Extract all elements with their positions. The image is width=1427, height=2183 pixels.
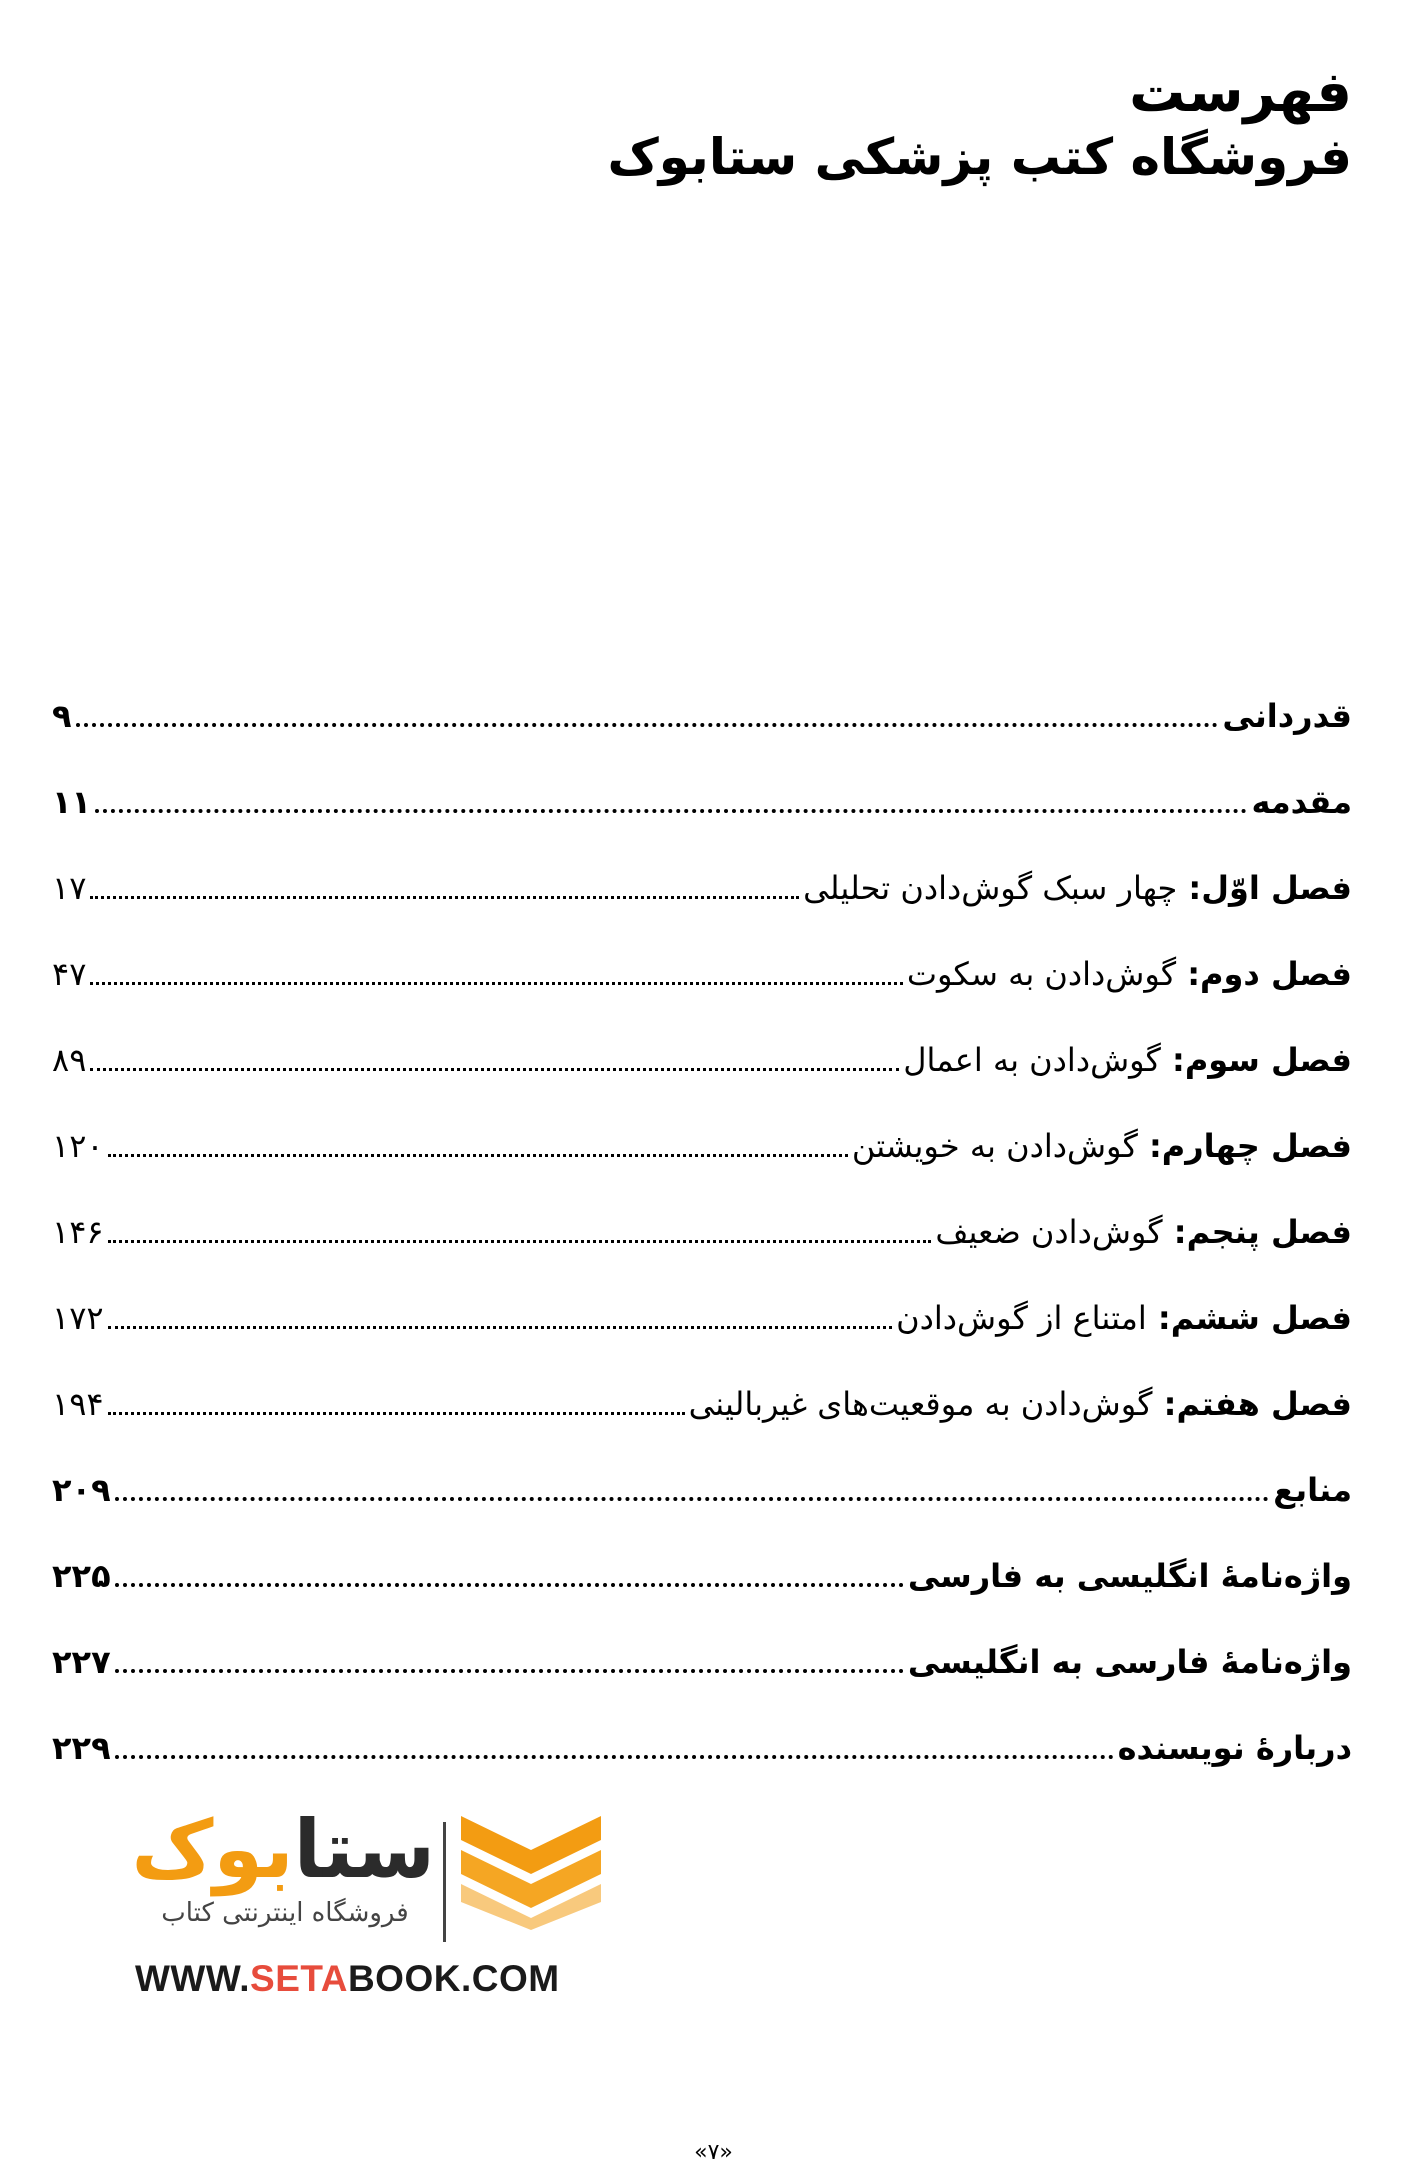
book-chevron-icon xyxy=(457,1810,605,1934)
toc-row[interactable] xyxy=(52,1085,1352,1171)
toc-row[interactable] xyxy=(52,827,1352,913)
toc-entry-title: مقدمه xyxy=(1251,783,1352,821)
page-subtitle: فروشگاه کتب پزشکی ستابوک xyxy=(607,127,1352,186)
toc-entry: فصل هفتم: گوش‌دادن به موقعیت‌های غیربالینی xyxy=(688,1385,1352,1423)
header xyxy=(452,62,1352,188)
setabook-logo[interactable] xyxy=(131,1803,605,1999)
toc-page-number: ۲۲۵ xyxy=(52,1557,111,1595)
toc-leader-dots xyxy=(115,1755,1114,1759)
toc-row[interactable] xyxy=(52,1257,1352,1343)
chapter-title: چهار سبک گوش‌دادن تحلیلی xyxy=(803,869,1178,907)
toc-row[interactable] xyxy=(52,913,1352,999)
toc-row[interactable] xyxy=(52,1687,1352,1773)
chapter-label: فصل ششم xyxy=(1170,1299,1352,1337)
chapter-label: فصل پنجم xyxy=(1186,1213,1352,1251)
toc-entry: فصل سوم: گوش‌دادن به اعمال xyxy=(903,1041,1352,1079)
logo-word-accent: بوک xyxy=(131,1803,294,1896)
toc-entry-title: دربارۀ نویسنده xyxy=(1117,1729,1352,1767)
chapter-title: امتناع از گوش‌دادن xyxy=(896,1299,1147,1337)
logo-tagline: فروشگاه اینترنتی کتاب xyxy=(161,1898,409,1928)
toc-leader-dots xyxy=(95,809,1247,813)
toc-row[interactable] xyxy=(52,999,1352,1085)
toc-row[interactable] xyxy=(52,1601,1352,1687)
toc-entry-title: منابع xyxy=(1273,1471,1352,1509)
toc-leader-dots xyxy=(108,1154,848,1157)
logo-url[interactable]: WWW.SETABOOK.COM xyxy=(135,1958,560,1999)
toc-row[interactable] xyxy=(52,741,1352,827)
toc-leader-dots xyxy=(90,1068,899,1071)
toc-entry: فصل ششم: امتناع از گوش‌دادن xyxy=(896,1299,1352,1337)
chapter-title: گوش‌دادن به خویشتن xyxy=(851,1127,1138,1165)
toc-page-number: ۱۷۲ xyxy=(52,1299,104,1337)
toc-row[interactable] xyxy=(52,1429,1352,1515)
chapter-title: گوش‌دادن به اعمال xyxy=(903,1041,1161,1079)
chapter-label: فصل چهارم xyxy=(1161,1127,1352,1165)
toc-leader-dots xyxy=(108,1412,685,1415)
toc-entry: فصل دوم: گوش‌دادن به سکوت xyxy=(906,955,1352,993)
toc-leader-dots xyxy=(90,896,799,899)
toc-entry: فصل پنجم: گوش‌دادن ضعیف xyxy=(935,1213,1352,1251)
toc-leader-dots xyxy=(90,982,902,985)
toc-entry: فصل اوّل: چهار سبک گوش‌دادن تحلیلی xyxy=(803,869,1352,907)
logo-wordmark xyxy=(131,1803,435,1928)
toc-row[interactable] xyxy=(52,1515,1352,1601)
toc-row[interactable] xyxy=(52,1171,1352,1257)
page-number: «۷» xyxy=(694,2140,733,2165)
toc-entry-title: واژه‌نامۀ انگلیسی به فارسی xyxy=(907,1557,1352,1595)
toc-row[interactable] xyxy=(52,655,1352,741)
toc-page-number: ۱۲۰ xyxy=(52,1127,104,1165)
toc-leader-dots xyxy=(108,1326,893,1329)
toc-entry-title: قدردانی xyxy=(1222,697,1352,735)
chapter-title: گوش‌دادن به سکوت xyxy=(906,955,1177,993)
toc-page-number: ۲۲۹ xyxy=(52,1729,111,1767)
toc-page-number: ۱۹۴ xyxy=(52,1385,104,1423)
toc-leader-dots xyxy=(76,723,1219,727)
chapter-label: فصل دوم xyxy=(1200,955,1352,993)
toc-leader-dots xyxy=(115,1669,904,1673)
table-of-contents xyxy=(52,655,1352,1773)
toc-page-number: ۸۹ xyxy=(52,1041,87,1079)
toc-page-number: ۲۲۷ xyxy=(52,1643,111,1681)
toc-leader-dots xyxy=(108,1240,932,1243)
chapter-label: فصل اوّل xyxy=(1201,869,1352,907)
chapter-title: گوش‌دادن به موقعیت‌های غیربالینی xyxy=(688,1385,1153,1423)
toc-page-number: ۱۱ xyxy=(52,783,92,821)
toc-entry: فصل چهارم: گوش‌دادن به خویشتن xyxy=(851,1127,1352,1165)
toc-page-number: ۹ xyxy=(52,697,72,735)
toc-page-number: ۱۷ xyxy=(52,869,87,907)
chapter-label: فصل سوم xyxy=(1184,1041,1352,1079)
toc-leader-dots xyxy=(115,1497,1270,1501)
toc-row[interactable] xyxy=(52,1343,1352,1429)
toc-page-number: ۴۷ xyxy=(52,955,87,993)
toc-page-number: ۲۰۹ xyxy=(52,1471,111,1509)
chapter-title: گوش‌دادن ضعیف xyxy=(935,1213,1163,1251)
toc-page-number: ۱۴۶ xyxy=(52,1213,104,1251)
logo-divider xyxy=(443,1822,446,1942)
toc-leader-dots xyxy=(115,1583,904,1587)
logo-word-dark: ستا xyxy=(293,1803,435,1896)
chapter-label: فصل هفتم xyxy=(1176,1385,1352,1423)
page-title: فهرست xyxy=(1129,60,1352,125)
toc-entry-title: واژه‌نامۀ فارسی به انگلیسی xyxy=(907,1643,1352,1681)
